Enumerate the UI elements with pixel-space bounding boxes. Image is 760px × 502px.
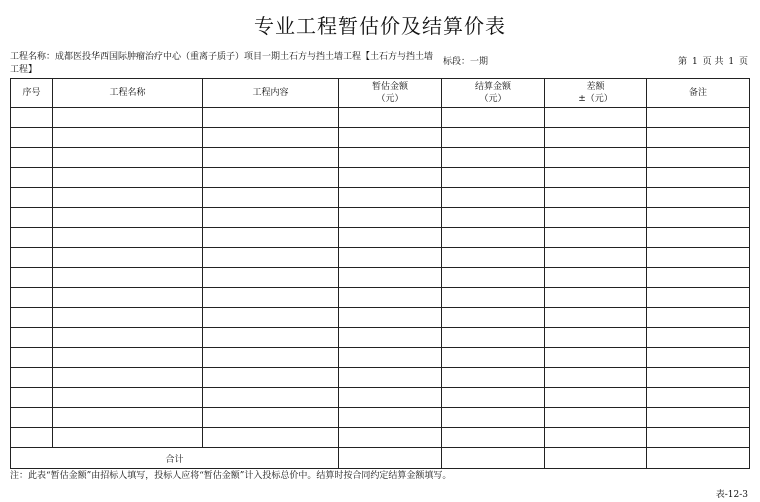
cell-seq [11, 248, 53, 268]
cell-settle [442, 388, 545, 408]
cell-content [203, 428, 339, 448]
table-number: 表-12-3 [715, 490, 748, 500]
cell-content [203, 348, 339, 368]
cell-name [53, 308, 203, 328]
cell-seq [11, 428, 53, 448]
page-suffix: 页 [738, 57, 748, 67]
cell-remarks [647, 388, 750, 408]
cell-name [53, 368, 203, 388]
cell-content [203, 288, 339, 308]
cell-settle [442, 128, 545, 148]
cell-name [53, 168, 203, 188]
cell-seq [11, 388, 53, 408]
project-name: 工程名称：成都医投华西国际肿瘤治疗中心（重离子质子）项目一期土石方与挡土墙工程【土石方与挡土墙工程】 [10, 52, 434, 75]
cell-content [203, 108, 339, 128]
cell-name [53, 128, 203, 148]
cell-seq [11, 268, 53, 288]
header-content: 工程内容 [203, 79, 339, 108]
table-row [11, 248, 750, 268]
cell-diff [545, 308, 647, 328]
cell-diff [545, 248, 647, 268]
cell-diff [545, 168, 647, 188]
cell-name [53, 248, 203, 268]
page-prefix: 第 [678, 57, 688, 67]
cell-estimate [339, 248, 442, 268]
table-row [11, 408, 750, 428]
section-label: 标段：一期 [443, 57, 489, 67]
cell-seq [11, 348, 53, 368]
cell-content [203, 168, 339, 188]
cell-remarks [647, 368, 750, 388]
total-remarks [647, 448, 750, 469]
cell-remarks [647, 208, 750, 228]
cell-diff [545, 288, 647, 308]
cell-remarks [647, 148, 750, 168]
cell-settle [442, 288, 545, 308]
cell-diff [545, 388, 647, 408]
cell-name [53, 108, 203, 128]
cell-seq [11, 148, 53, 168]
header-settle-line2: （元） [479, 94, 507, 104]
cell-diff [545, 428, 647, 448]
cell-diff [545, 228, 647, 248]
cell-remarks [647, 288, 750, 308]
cell-remarks [647, 248, 750, 268]
table-row [11, 388, 750, 408]
table-row [11, 348, 750, 368]
cell-settle [442, 408, 545, 428]
table-row [11, 308, 750, 328]
cell-settle [442, 428, 545, 448]
cell-name [53, 328, 203, 348]
header-diff [545, 79, 647, 108]
cell-name [53, 208, 203, 228]
cell-remarks [647, 168, 750, 188]
cell-name [53, 388, 203, 408]
cell-name [53, 428, 203, 448]
cell-settle [442, 268, 545, 288]
estimate-table [10, 78, 750, 469]
cell-seq [11, 408, 53, 428]
cell-diff [545, 208, 647, 228]
total-estimate [339, 448, 442, 469]
header-row [11, 79, 750, 108]
cell-content [203, 248, 339, 268]
cell-estimate [339, 368, 442, 388]
cell-seq [11, 308, 53, 328]
cell-estimate [339, 188, 442, 208]
header-name: 工程名称 [53, 79, 203, 108]
cell-estimate [339, 128, 442, 148]
cell-estimate [339, 328, 442, 348]
cell-diff [545, 408, 647, 428]
cell-estimate [339, 288, 442, 308]
table-row [11, 168, 750, 188]
table-row [11, 328, 750, 348]
cell-settle [442, 228, 545, 248]
page-total: 1 [728, 57, 735, 67]
header-diff-line2: ±（元） [578, 94, 613, 104]
cell-name [53, 228, 203, 248]
cell-estimate [339, 308, 442, 328]
cell-content [203, 188, 339, 208]
cell-seq [11, 128, 53, 148]
cell-content [203, 208, 339, 228]
page-middle: 页 共 [702, 57, 724, 67]
cell-seq [11, 228, 53, 248]
cell-content [203, 228, 339, 248]
table-row [11, 428, 750, 448]
cell-diff [545, 128, 647, 148]
cell-settle [442, 348, 545, 368]
cell-remarks [647, 328, 750, 348]
cell-seq [11, 288, 53, 308]
cell-content [203, 328, 339, 348]
cell-settle [442, 328, 545, 348]
total-label: 合计 [11, 448, 339, 469]
cell-settle [442, 368, 545, 388]
cell-diff [545, 268, 647, 288]
cell-content [203, 388, 339, 408]
cell-remarks [647, 268, 750, 288]
footnote: 注：此表“暂估金额”由招标人填写，投标人应将“暂估金额”计入投标总价中。结算时按合同约定结算金额填写。 [10, 471, 452, 481]
header-estimate-line1: 暂估金额 [371, 82, 408, 92]
table-row [11, 148, 750, 168]
page-title: 专业工程暂估价及结算价表 [254, 14, 506, 38]
cell-seq [11, 368, 53, 388]
table-row [11, 268, 750, 288]
cell-content [203, 408, 339, 428]
table-body [11, 108, 750, 469]
cell-estimate [339, 108, 442, 128]
cell-estimate [339, 408, 442, 428]
cell-seq [11, 208, 53, 228]
cell-remarks [647, 428, 750, 448]
header-settle-line1: 结算金额 [474, 82, 511, 92]
cell-estimate [339, 428, 442, 448]
cell-name [53, 188, 203, 208]
table-row [11, 368, 750, 388]
cell-settle [442, 208, 545, 228]
cell-diff [545, 108, 647, 128]
cell-remarks [647, 308, 750, 328]
page-current: 1 [692, 57, 698, 67]
cell-estimate [339, 168, 442, 188]
cell-diff [545, 328, 647, 348]
table-row [11, 288, 750, 308]
cell-content [203, 268, 339, 288]
cell-name [53, 408, 203, 428]
table-row [11, 128, 750, 148]
cell-content [203, 128, 339, 148]
cell-settle [442, 308, 545, 328]
cell-settle [442, 108, 545, 128]
total-diff [545, 448, 647, 469]
cell-name [53, 288, 203, 308]
table-row [11, 208, 750, 228]
cell-seq [11, 168, 53, 188]
header-remarks: 备注 [647, 79, 750, 108]
cell-name [53, 148, 203, 168]
cell-remarks [647, 108, 750, 128]
cell-remarks [647, 128, 750, 148]
cell-estimate [339, 348, 442, 368]
cell-remarks [647, 228, 750, 248]
cell-content [203, 308, 339, 328]
cell-settle [442, 248, 545, 268]
cell-seq [11, 188, 53, 208]
total-settle [442, 448, 545, 469]
cell-diff [545, 188, 647, 208]
cell-estimate [339, 148, 442, 168]
table-row [11, 228, 750, 248]
cell-content [203, 368, 339, 388]
cell-seq [11, 328, 53, 348]
table-row [11, 188, 750, 208]
cell-remarks [647, 188, 750, 208]
header-diff-line1: 差额 [586, 82, 605, 92]
cell-estimate [339, 268, 442, 288]
cell-remarks [647, 408, 750, 428]
total-row [11, 448, 750, 469]
cell-estimate [339, 228, 442, 248]
cell-diff [545, 148, 647, 168]
cell-settle [442, 148, 545, 168]
table-row [11, 108, 750, 128]
cell-name [53, 348, 203, 368]
cell-settle [442, 188, 545, 208]
cell-settle [442, 168, 545, 188]
cell-name [53, 268, 203, 288]
header-estimate-line2: （元） [376, 94, 404, 104]
header-estimate [339, 79, 442, 108]
cell-estimate [339, 208, 442, 228]
page-info [676, 56, 748, 69]
cell-estimate [339, 388, 442, 408]
cell-diff [545, 348, 647, 368]
cell-content [203, 148, 339, 168]
cell-seq [11, 108, 53, 128]
header-settle [442, 79, 545, 108]
cell-remarks [647, 348, 750, 368]
cell-diff [545, 368, 647, 388]
header-seq: 序号 [11, 79, 53, 108]
